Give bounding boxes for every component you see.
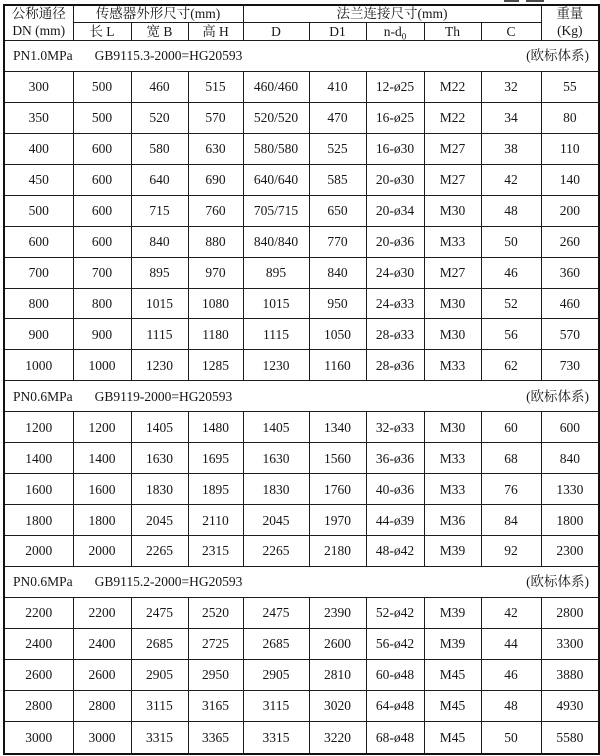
table-cell: 800 [73, 288, 131, 319]
data-row [4, 722, 599, 754]
table-cell: 770 [309, 226, 366, 257]
section-header-row [4, 381, 599, 412]
table-cell: 2800 [541, 598, 599, 629]
table-cell: 515 [188, 71, 243, 102]
table-cell: M33 [424, 443, 481, 474]
table-cell: 840/840 [243, 226, 309, 257]
table-cell: 110 [541, 133, 599, 164]
table-cell: 1560 [309, 443, 366, 474]
table-cell: M33 [424, 474, 481, 505]
table-cell: 2685 [243, 629, 309, 660]
table-cell: M45 [424, 691, 481, 722]
table-cell: 840 [541, 443, 599, 474]
table-cell: 2400 [4, 629, 73, 660]
header-dn-line1: 公称通径 [11, 6, 66, 21]
table-cell: 1600 [73, 474, 131, 505]
table-cell: M39 [424, 598, 481, 629]
table-cell: 460 [541, 288, 599, 319]
table-cell: 4930 [541, 691, 599, 722]
table-body [4, 40, 599, 753]
table-cell: 56 [481, 319, 541, 350]
table-cell: 5580 [541, 722, 599, 754]
table-cell: 1405 [131, 412, 188, 443]
table-cell: 32-ø33 [366, 412, 424, 443]
table-cell: 16-ø25 [366, 102, 424, 133]
data-row [4, 629, 599, 660]
header-weight-line1: 重量 [556, 6, 584, 21]
table-cell: 3000 [73, 722, 131, 754]
section-header-row [4, 40, 599, 71]
header-col-nd0-sub: 0 [401, 31, 407, 41]
table-cell: 2390 [309, 598, 366, 629]
table-cell: 1400 [4, 443, 73, 474]
table-cell: 700 [4, 257, 73, 288]
table-cell: 760 [188, 195, 243, 226]
table-cell: 76 [481, 474, 541, 505]
table-cell: 640 [131, 164, 188, 195]
table-cell: 840 [309, 257, 366, 288]
table-cell: 2045 [243, 505, 309, 536]
table-cell: 16-ø30 [366, 133, 424, 164]
cropped-text-artifact [504, 0, 550, 3]
data-row [4, 350, 599, 381]
table-cell: 1000 [73, 350, 131, 381]
table-cell: 1160 [309, 350, 366, 381]
table-cell: 400 [4, 133, 73, 164]
table-cell: 580/580 [243, 133, 309, 164]
table-cell: 570 [188, 102, 243, 133]
table-cell: 570 [541, 319, 599, 350]
table-cell: 42 [481, 164, 541, 195]
table-cell: 52 [481, 288, 541, 319]
table-cell: 2810 [309, 660, 366, 691]
data-row [4, 660, 599, 691]
table-cell: M30 [424, 319, 481, 350]
header-flange-group: 法兰连接尺寸(mm) [243, 5, 541, 23]
table-cell: M22 [424, 102, 481, 133]
table-cell: 1400 [73, 443, 131, 474]
table-cell: 3115 [131, 691, 188, 722]
table-cell: 630 [188, 133, 243, 164]
table-cell: 470 [309, 102, 366, 133]
table-cell: 1800 [541, 505, 599, 536]
data-row [4, 164, 599, 195]
header-col-length: 长 L [73, 23, 131, 40]
table-cell: 1895 [188, 474, 243, 505]
table-cell: 1285 [188, 350, 243, 381]
table-cell: M30 [424, 288, 481, 319]
table-cell: 1480 [188, 412, 243, 443]
header-col-nd0-main: n-d [383, 23, 402, 39]
table-cell: 1015 [131, 288, 188, 319]
table-cell: 1115 [243, 319, 309, 350]
section-note-label: (欧标体系) [526, 47, 590, 63]
section-header-cell [4, 567, 599, 598]
table-cell: 2265 [243, 536, 309, 567]
table-cell: 2800 [4, 691, 73, 722]
table-cell: 2905 [243, 660, 309, 691]
table-cell: 1180 [188, 319, 243, 350]
header-col-d: D [243, 23, 309, 40]
table-cell: 1830 [131, 474, 188, 505]
table-cell: 300 [4, 71, 73, 102]
table-cell: M39 [424, 629, 481, 660]
table-cell: 700 [73, 257, 131, 288]
table-cell: 50 [481, 722, 541, 754]
table-cell: 500 [73, 71, 131, 102]
table-cell: 60 [481, 412, 541, 443]
data-row [4, 133, 599, 164]
table-cell: 28-ø36 [366, 350, 424, 381]
data-row [4, 102, 599, 133]
table-cell: 880 [188, 226, 243, 257]
table-cell: 1970 [309, 505, 366, 536]
table-cell: 500 [73, 102, 131, 133]
table-cell: 260 [541, 226, 599, 257]
table-cell: 600 [4, 226, 73, 257]
table-cell: 2200 [73, 598, 131, 629]
table-cell: 28-ø33 [366, 319, 424, 350]
table-cell: M27 [424, 164, 481, 195]
data-row [4, 691, 599, 722]
table-cell: 500 [4, 195, 73, 226]
table-cell: 900 [4, 319, 73, 350]
artifact-dash [504, 0, 519, 2]
table-cell: 44 [481, 629, 541, 660]
data-row [4, 412, 599, 443]
table-cell: 68-ø48 [366, 722, 424, 754]
table-cell: 3115 [243, 691, 309, 722]
table-cell: 970 [188, 257, 243, 288]
header-col-th: Th [424, 23, 481, 40]
table-cell: 38 [481, 133, 541, 164]
table-cell: 600 [73, 164, 131, 195]
dimension-spec-table [3, 4, 600, 755]
table-cell: 24-ø30 [366, 257, 424, 288]
table-cell: 12-ø25 [366, 71, 424, 102]
table-cell: 60-ø48 [366, 660, 424, 691]
header-row-groups [4, 5, 599, 23]
table-cell: 24-ø33 [366, 288, 424, 319]
table-cell: 520 [131, 102, 188, 133]
artifact-dash [526, 0, 544, 2]
table-cell: 3220 [309, 722, 366, 754]
data-row [4, 536, 599, 567]
table-cell: 900 [73, 319, 131, 350]
table-cell: 2400 [73, 629, 131, 660]
table-cell: 3165 [188, 691, 243, 722]
table-cell: M36 [424, 505, 481, 536]
table-cell: 2950 [188, 660, 243, 691]
table-cell: 55 [541, 71, 599, 102]
table-cell: 68 [481, 443, 541, 474]
table-cell: 730 [541, 350, 599, 381]
header-col-nd0 [366, 23, 424, 40]
header-weight-line2: (Kg) [557, 22, 583, 38]
table-cell: M22 [424, 71, 481, 102]
data-row [4, 505, 599, 536]
header-col-width: 宽 B [131, 23, 188, 40]
header-col-d1: D1 [309, 23, 366, 40]
table-cell: 715 [131, 195, 188, 226]
section-header-cell [4, 381, 599, 412]
table-cell: 3315 [131, 722, 188, 754]
table-cell: 360 [541, 257, 599, 288]
table-cell: 2110 [188, 505, 243, 536]
table-cell: 580 [131, 133, 188, 164]
table-cell: 840 [131, 226, 188, 257]
table-cell: M33 [424, 226, 481, 257]
table-cell: M33 [424, 350, 481, 381]
table-cell: 1600 [4, 474, 73, 505]
table-cell: 48 [481, 195, 541, 226]
table-cell: 50 [481, 226, 541, 257]
table-cell: 3365 [188, 722, 243, 754]
table-cell: 3000 [4, 722, 73, 754]
table-cell: 1630 [131, 443, 188, 474]
table-cell: 1200 [73, 412, 131, 443]
table-cell: 350 [4, 102, 73, 133]
table-cell: 525 [309, 133, 366, 164]
section-pressure-label: PN0.6MPa [13, 574, 73, 590]
table-cell: M27 [424, 257, 481, 288]
table-cell: 2905 [131, 660, 188, 691]
table-cell: 2475 [243, 598, 309, 629]
table-cell: 56-ø42 [366, 629, 424, 660]
table-cell: 600 [541, 412, 599, 443]
table-cell: 40-ø36 [366, 474, 424, 505]
table-cell: 36-ø36 [366, 443, 424, 474]
table-cell: 2800 [73, 691, 131, 722]
table-cell: 1080 [188, 288, 243, 319]
table-cell: 1015 [243, 288, 309, 319]
table-cell: 3020 [309, 691, 366, 722]
table-cell: 410 [309, 71, 366, 102]
section-pressure-label: PN0.6MPa [13, 388, 73, 404]
table-cell: 2045 [131, 505, 188, 536]
table-cell: 650 [309, 195, 366, 226]
table-cell: 895 [131, 257, 188, 288]
data-row [4, 443, 599, 474]
table-cell: 460/460 [243, 71, 309, 102]
data-row [4, 288, 599, 319]
table-cell: 20-ø36 [366, 226, 424, 257]
section-header-cell [4, 40, 599, 71]
header-dn-line2: DN (mm) [12, 22, 66, 38]
table-cell: 1230 [243, 350, 309, 381]
table-cell: 800 [4, 288, 73, 319]
table-cell: 520/520 [243, 102, 309, 133]
table-cell: 2200 [4, 598, 73, 629]
table-cell: 1630 [243, 443, 309, 474]
table-cell: 600 [73, 133, 131, 164]
table-cell: 46 [481, 257, 541, 288]
table-cell: 450 [4, 164, 73, 195]
table-cell: 1330 [541, 474, 599, 505]
data-row [4, 319, 599, 350]
table-cell: M45 [424, 660, 481, 691]
table-cell: 1000 [4, 350, 73, 381]
section-note-label: (欧标体系) [526, 388, 590, 404]
table-cell: 1050 [309, 319, 366, 350]
data-row [4, 257, 599, 288]
table-cell: 2520 [188, 598, 243, 629]
table-cell: 705/715 [243, 195, 309, 226]
table-cell: 895 [243, 257, 309, 288]
header-dn [4, 5, 73, 40]
table-cell: 2265 [131, 536, 188, 567]
data-row [4, 226, 599, 257]
header-weight [541, 5, 599, 40]
table-cell: 1830 [243, 474, 309, 505]
table-cell: 2685 [131, 629, 188, 660]
table-cell: 62 [481, 350, 541, 381]
table-cell: 32 [481, 71, 541, 102]
table-cell: 3880 [541, 660, 599, 691]
table-cell: 1405 [243, 412, 309, 443]
table-cell: 3315 [243, 722, 309, 754]
table-cell: 84 [481, 505, 541, 536]
table-cell: 52-ø42 [366, 598, 424, 629]
section-pressure-label: PN1.0MPa [13, 47, 73, 63]
header-sensor-group: 传感器外形尺寸(mm) [73, 5, 243, 23]
table-cell: 42 [481, 598, 541, 629]
table-cell: M45 [424, 722, 481, 754]
table-cell: 2300 [541, 536, 599, 567]
table-cell: 200 [541, 195, 599, 226]
table-cell: 2725 [188, 629, 243, 660]
table-cell: M30 [424, 412, 481, 443]
table-cell: 20-ø34 [366, 195, 424, 226]
table-cell: 140 [541, 164, 599, 195]
table-cell: 2475 [131, 598, 188, 629]
table-cell: M30 [424, 195, 481, 226]
table-cell: 1800 [73, 505, 131, 536]
table-header [4, 5, 599, 40]
table-cell: 48-ø42 [366, 536, 424, 567]
data-row [4, 598, 599, 629]
table-cell: 48 [481, 691, 541, 722]
table-cell: 64-ø48 [366, 691, 424, 722]
section-standard-label: GB9119-2000=HG20593 [94, 388, 233, 404]
table-cell: 2600 [73, 660, 131, 691]
table-cell: 950 [309, 288, 366, 319]
table-cell: 600 [73, 226, 131, 257]
table-cell: 3300 [541, 629, 599, 660]
table-cell: 1695 [188, 443, 243, 474]
table-cell: 1200 [4, 412, 73, 443]
table-cell: 1340 [309, 412, 366, 443]
header-row-columns [4, 23, 599, 40]
table-cell: 2600 [4, 660, 73, 691]
table-cell: 92 [481, 536, 541, 567]
table-cell: 1800 [4, 505, 73, 536]
data-row [4, 195, 599, 226]
table-cell: 80 [541, 102, 599, 133]
table-cell: 2600 [309, 629, 366, 660]
header-col-height: 高 H [188, 23, 243, 40]
table-cell: 2000 [73, 536, 131, 567]
table-cell: 20-ø30 [366, 164, 424, 195]
table-cell: 46 [481, 660, 541, 691]
section-header-row [4, 567, 599, 598]
table-cell: 690 [188, 164, 243, 195]
table-cell: 34 [481, 102, 541, 133]
table-cell: 44-ø39 [366, 505, 424, 536]
table-cell: 1760 [309, 474, 366, 505]
section-note-label: (欧标体系) [526, 574, 590, 590]
table-cell: M39 [424, 536, 481, 567]
table-cell: 640/640 [243, 164, 309, 195]
table-cell: 600 [73, 195, 131, 226]
section-standard-label: GB9115.3-2000=HG20593 [94, 47, 243, 63]
table-cell: 1115 [131, 319, 188, 350]
table-cell: 2180 [309, 536, 366, 567]
table-cell: 2315 [188, 536, 243, 567]
table-cell: 1230 [131, 350, 188, 381]
table-cell: 460 [131, 71, 188, 102]
table-cell: 2000 [4, 536, 73, 567]
data-row [4, 474, 599, 505]
table-cell: M27 [424, 133, 481, 164]
table-cell: 585 [309, 164, 366, 195]
header-col-c: C [481, 23, 541, 40]
data-row [4, 71, 599, 102]
section-standard-label: GB9115.2-2000=HG20593 [94, 574, 243, 590]
